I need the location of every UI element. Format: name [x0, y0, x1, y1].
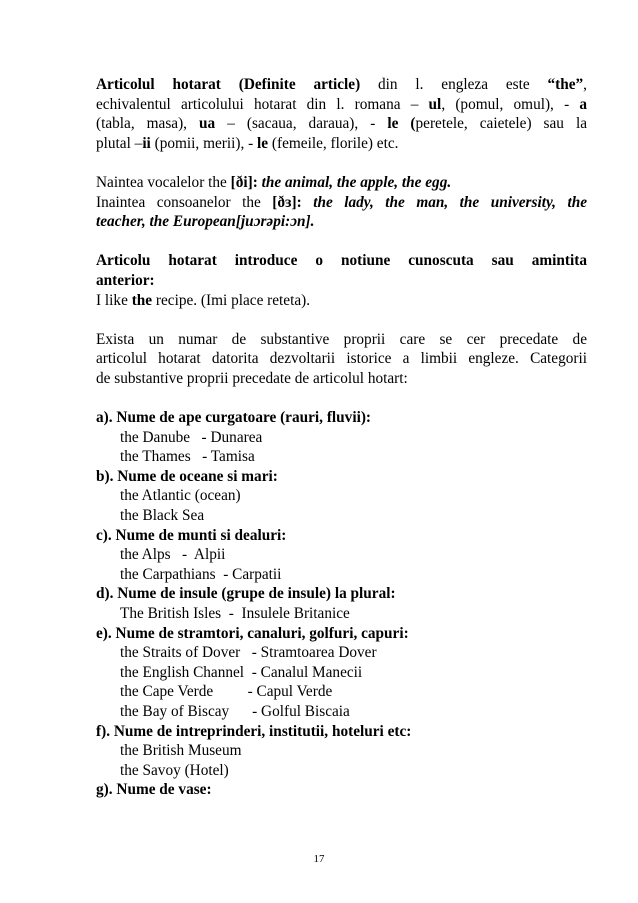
- intro-line-3: (tabla, masa), ua – (sacaua, daraua), - le (peretele, caietele) sau la: [96, 115, 588, 133]
- category-heading: b). Nume de oceane si mari:: [96, 467, 278, 485]
- category-example: the Carpathians - Carpatii: [120, 565, 282, 583]
- vowels-line: Naintea vocalelor the [ði]: the animal, the apple, the egg.: [96, 173, 452, 191]
- page-number: 17: [313, 853, 325, 865]
- category-heading: e). Nume de stramtori, canaluri, golfuri, capuri:: [96, 624, 409, 642]
- category-heading: f). Nume de intreprinderi, institutii, hoteluri etc:: [96, 722, 412, 740]
- definite-article-term: Articolul hotarat (Definite article): [96, 76, 361, 93]
- proper-nouns-line-1: Exista un numar de substantive proprii care se cer precedate de: [96, 330, 587, 348]
- category-example: the Alps - Alpii: [120, 546, 226, 564]
- category-example: the Danube - Dunarea: [120, 428, 263, 446]
- category-heading: c). Nume de munti si dealuri:: [96, 526, 287, 544]
- intro-paragraph: [96, 75, 587, 153]
- intro-line-2: echivalentul articolului hotarat din l. romana – ul, (pomul, omul), - a: [96, 95, 588, 113]
- category-list: [96, 408, 587, 800]
- proper-nouns-line-3: de substantive proprii precedate de articolul hotart:: [96, 369, 408, 387]
- consonants-line-2: teacher, the European[juɔrəpi:ɔn].: [96, 213, 315, 231]
- known-notion-paragraph: [96, 251, 587, 310]
- category-example: the British Museum: [120, 742, 242, 760]
- pronunciation-paragraph: [96, 173, 587, 232]
- consonants-line: Inaintea consoanelor the [ðɜ]: the lady, the man, the university, the: [96, 193, 588, 211]
- category-example: the Straits of Dover - Stramtoarea Dover: [120, 644, 377, 662]
- category-example: the Thames - Tamisa: [120, 448, 255, 466]
- category-example: the Atlantic (ocean): [120, 487, 241, 505]
- document-page: [96, 75, 587, 800]
- category-heading: a). Nume de ape curgatoare (rauri, fluvii):: [96, 409, 372, 427]
- category-example: the Cape Verde - Capul Verde: [120, 683, 333, 701]
- intro-line-1: Articolul hotarat (Definite article) din l. engleza este “the”,: [96, 76, 587, 93]
- the-keyword: “the”: [547, 76, 584, 93]
- category-example: the Black Sea: [120, 507, 205, 525]
- category-heading: d). Nume de insule (grupe de insule) la plural:: [96, 585, 396, 603]
- intro-line-4: plutal –ii (pomii, merii), - le (femeile, florile) etc.: [96, 134, 399, 152]
- category-heading: g). Nume de vase:: [96, 781, 212, 799]
- category-example: the English Channel - Canalul Manecii: [120, 663, 363, 681]
- known-notion-example: I like the recipe. (Imi place reteta).: [96, 291, 311, 309]
- known-notion-title: Articolu hotarat introduce o notiune cunoscuta sau amintita: [96, 252, 587, 270]
- category-example: The British Isles - Insulele Britanice: [120, 605, 350, 623]
- category-example: the Savoy (Hotel): [120, 761, 229, 779]
- known-notion-title-2: anterior:: [96, 271, 155, 289]
- proper-nouns-paragraph: [96, 330, 587, 389]
- proper-nouns-line-2: articolul hotarat datorita dezvoltarii istorice a limbii engleze. Categorii: [96, 350, 587, 368]
- category-example: the Bay of Biscay - Golful Biscaia: [120, 703, 350, 720]
